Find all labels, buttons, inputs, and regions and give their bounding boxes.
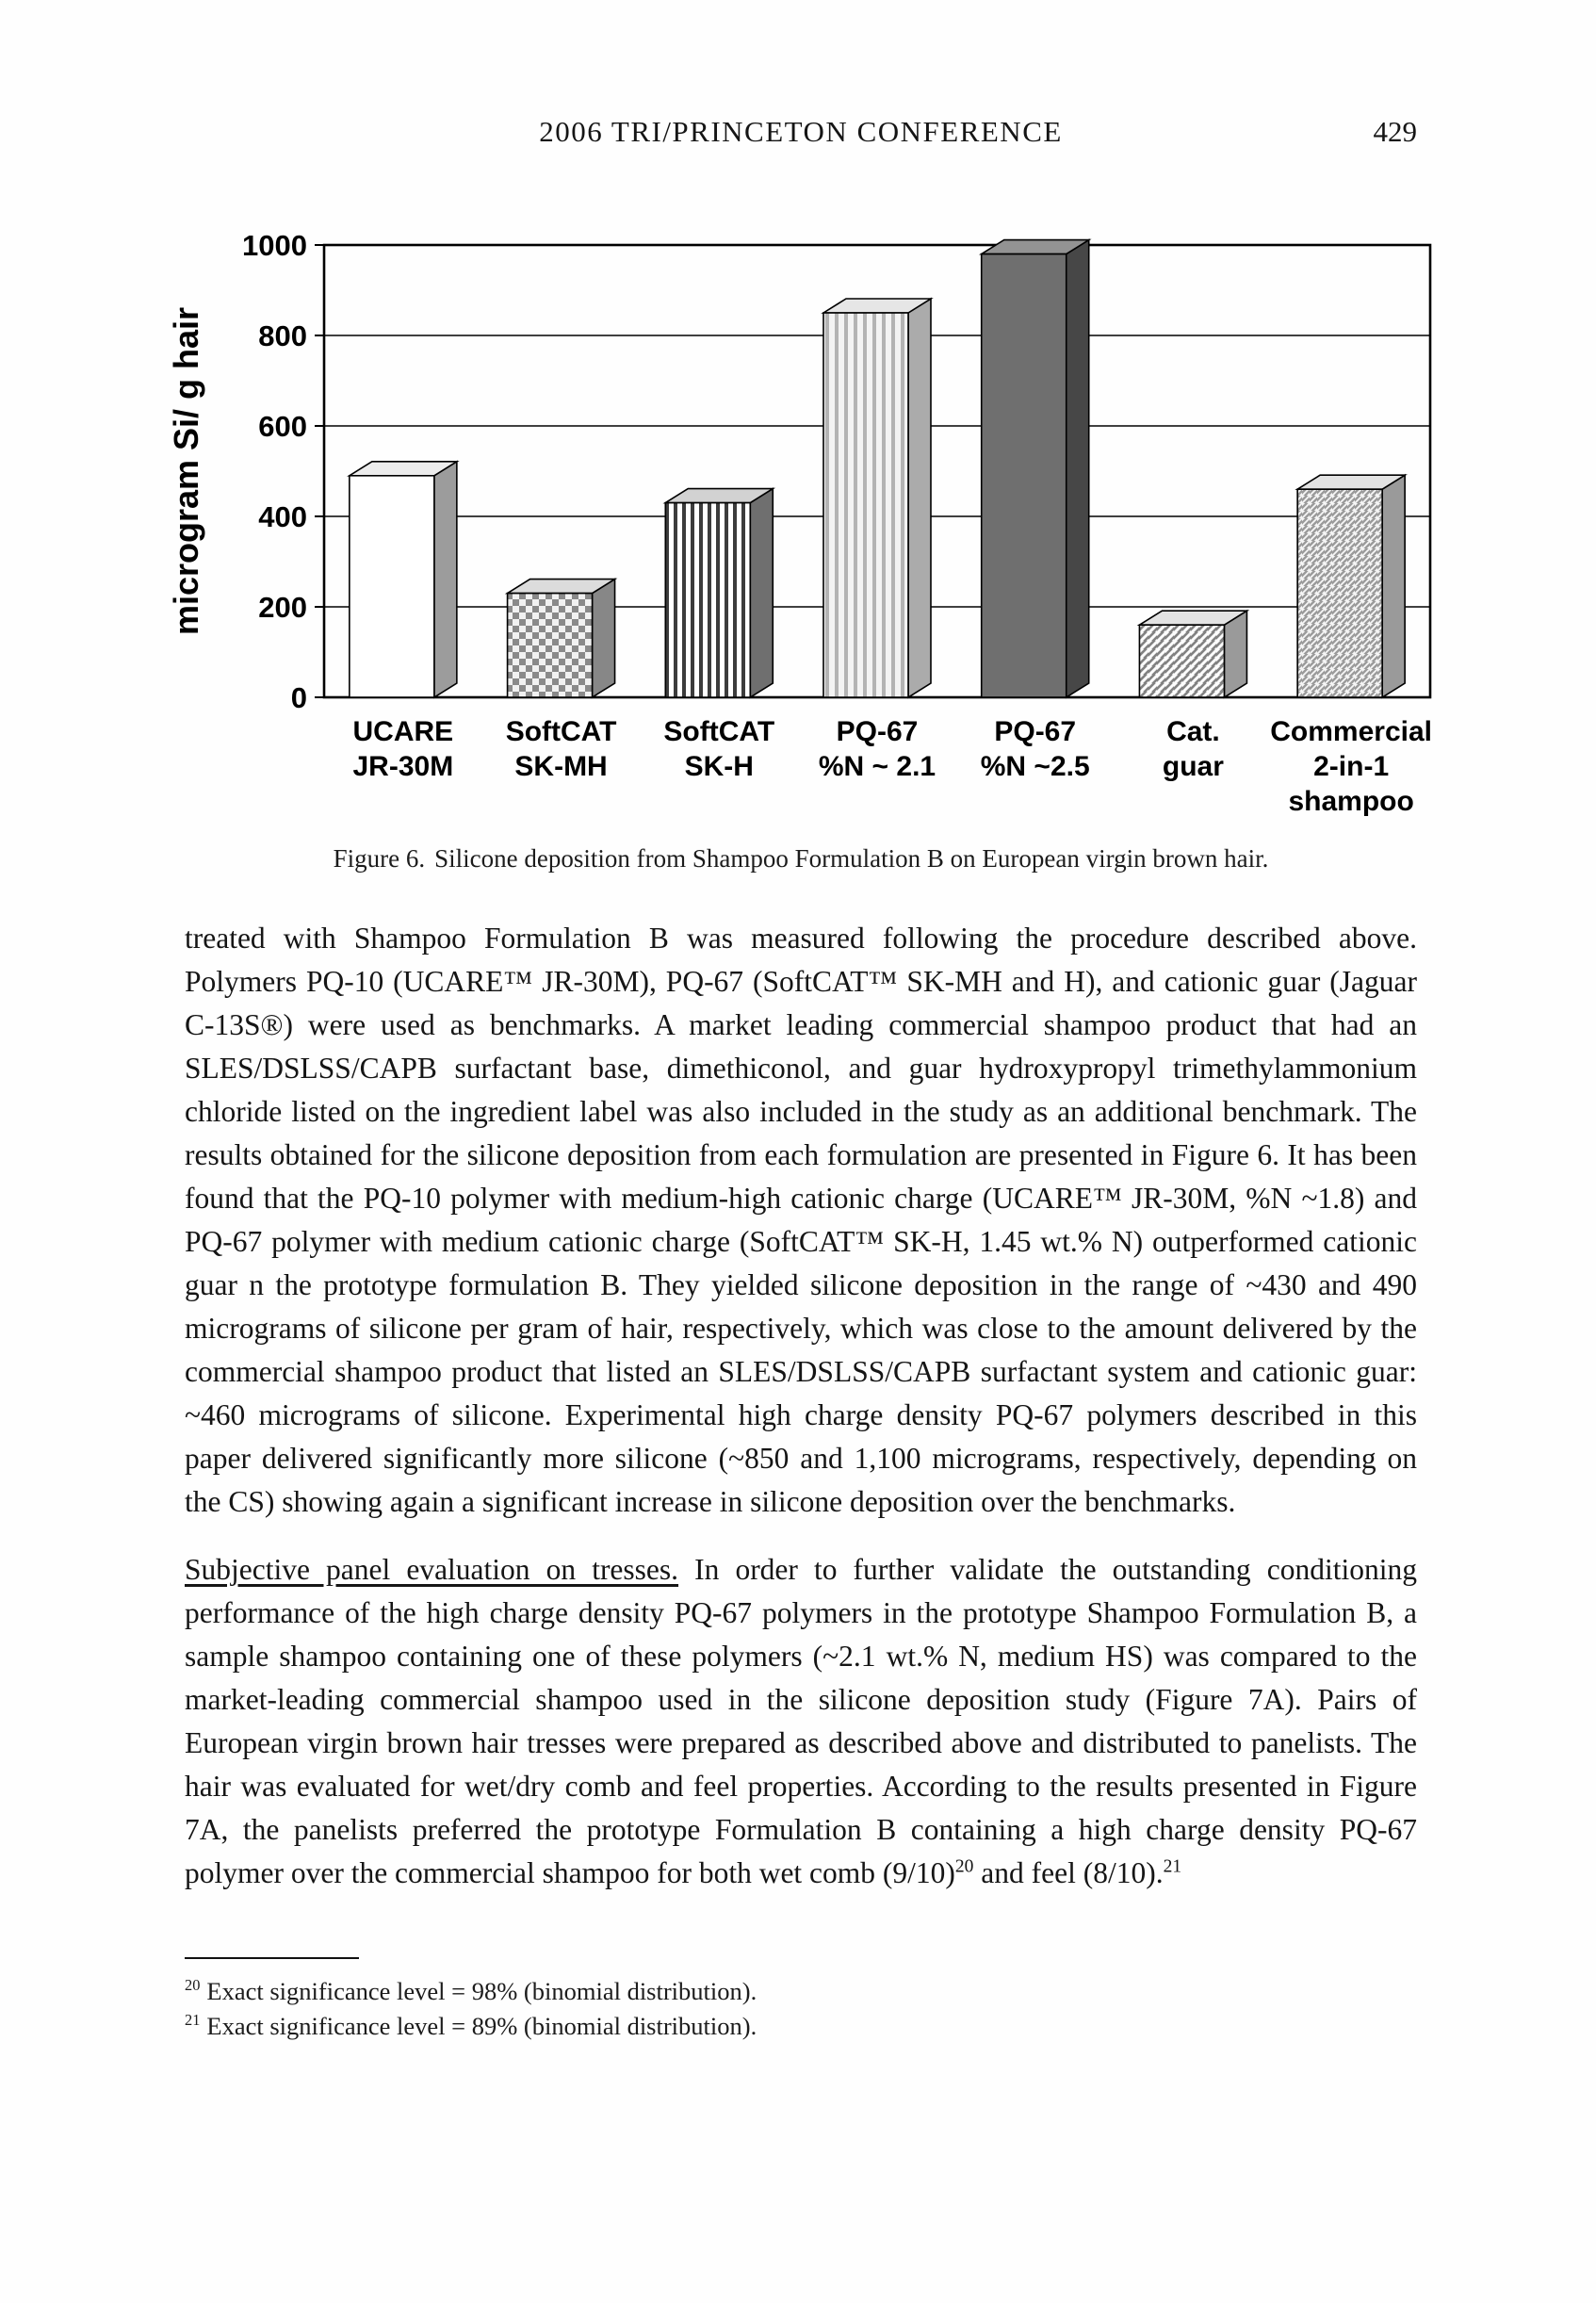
footnote-21-text: Exact significance level = 89% (binomial distribution). — [206, 2012, 757, 2040]
footnote-20-marker: 20 — [185, 1976, 201, 1995]
body-paragraph-2: Subjective panel evaluation on tresses. In order to further validate the outstanding conditioning performance of the high charge density PQ-67 polymers in the prototype Shampoo Formulation B, a sample shampoo containing one of these polymers (~2.1 wt.% N, medium HS) was compared to the market-leading commercial shampoo used in the silicone deposition study (Figure 7A). Pairs of European virgin brown hair tresses were prepared as described above and distributed to panelists. The hair was evaluated for wet/dry comb and feel properties. According to the results presented in Figure 7A, the panelists preferred the prototype Formulation B containing a high charge density PQ-67 polymer over the commercial shampoo for both wet comb $(9/10)^{20}$ and feel (8/10).$^{21}$ — [185, 1553, 1417, 1889]
x-category-label: SK-H — [684, 751, 754, 782]
x-category-label: Cat. — [1166, 716, 1220, 747]
bar-2 — [665, 489, 773, 697]
x-category-label: 2-in-1 — [1313, 751, 1390, 782]
y-tick-label: 400 — [258, 500, 307, 533]
x-category-label: Commercial — [1270, 716, 1433, 747]
bar-3 — [823, 299, 931, 697]
bar-0 — [350, 462, 457, 697]
bar-1 — [508, 580, 615, 697]
bar-6 — [1297, 475, 1405, 697]
page-header — [185, 115, 1417, 156]
x-category-label: shampoo — [1288, 786, 1414, 817]
x-category-label: PQ-67 — [994, 716, 1077, 747]
x-category-label: PQ-67 — [836, 716, 919, 747]
figure-caption-text: Silicone deposition from Shampoo Formulation B on European virgin brown hair. — [434, 844, 1269, 873]
page-number: 429 — [1373, 115, 1417, 148]
x-category-label: UCARE — [352, 716, 454, 747]
footnote-separator — [185, 1957, 359, 1959]
y-tick-label: 800 — [258, 319, 307, 352]
bar-5 — [1139, 611, 1246, 697]
x-category-label: JR-30M — [352, 751, 454, 782]
footnote-20-text: Exact significance level = 98% (binomial distribution). — [206, 1977, 757, 2005]
footnote-21 — [185, 2009, 1417, 2044]
y-tick-label: 600 — [258, 410, 307, 443]
body-text — [185, 917, 1417, 1895]
x-category-label: guar — [1162, 751, 1224, 782]
x-category-label: SoftCAT — [663, 716, 775, 747]
y-axis-title: microgram Si/ g hair — [167, 306, 205, 636]
y-tick-label: 0 — [290, 681, 307, 714]
x-category-label: SoftCAT — [505, 716, 617, 747]
y-tick-label: 1000 — [242, 229, 307, 262]
figure-caption — [185, 844, 1417, 874]
x-category-label: SK-MH — [514, 751, 608, 782]
footnote-21-marker: 21 — [185, 2011, 201, 2030]
running-head: 2006 TRI/PRINCETON CONFERENCE — [539, 115, 1063, 148]
silicone-deposition-chart — [156, 217, 1449, 829]
figure-caption-label: Figure 6. — [333, 844, 426, 873]
x-category-label: %N ~ 2.1 — [818, 751, 936, 782]
figure-6 — [156, 217, 1433, 829]
y-tick-label: 200 — [258, 591, 307, 624]
body-paragraph-1: treated with Shampoo Formulation B was measured following the procedure described above. Polymers PQ-10 (UCARE™ JR-30M), PQ-67 (SoftCAT™ SK-MH and H), and cationic guar (Jaguar C-13S®) were used as benchmarks. A market leading commercial shampoo product that had an SLES/DSLSS/CAPB surfactant base, dimethiconol, and guar hydroxypropyl trimethylammonium chloride listed on the ingredient label was also included in the study as an additional benchmark. The results obtained for the silicone deposition from each formulation are presented in Figure 6. It has been found that the PQ-10 polymer with medium-high cationic charge (UCARE™ JR-30M, %N ~1.8) and PQ-67 polymer with medium cationic charge (SoftCAT™ SK-H, 1.45 wt.% N) outperformed cationic guar n the prototype formulation B. They yielded silicone deposition in the range of ~430 and 490 micrograms of silicone per gram of hair, respectively, which was close to the amount delivered by the commercial shampoo product that listed an SLES/DSLSS/CAPB surfactant system and cationic guar: ~460 micrograms of silicone. Experimental high charge density PQ-67 polymers described in this paper delivered significantly more silicone (~850 and 1,100 micrograms, respectively, depending on the CS) showing again a significant increase in silicone deposition over the benchmarks. — [185, 922, 1417, 1518]
bar-4 — [982, 240, 1089, 697]
footnote-20 — [185, 1974, 1417, 2009]
x-category-label: %N ~2.5 — [980, 751, 1090, 782]
footnotes — [185, 1957, 1417, 2044]
